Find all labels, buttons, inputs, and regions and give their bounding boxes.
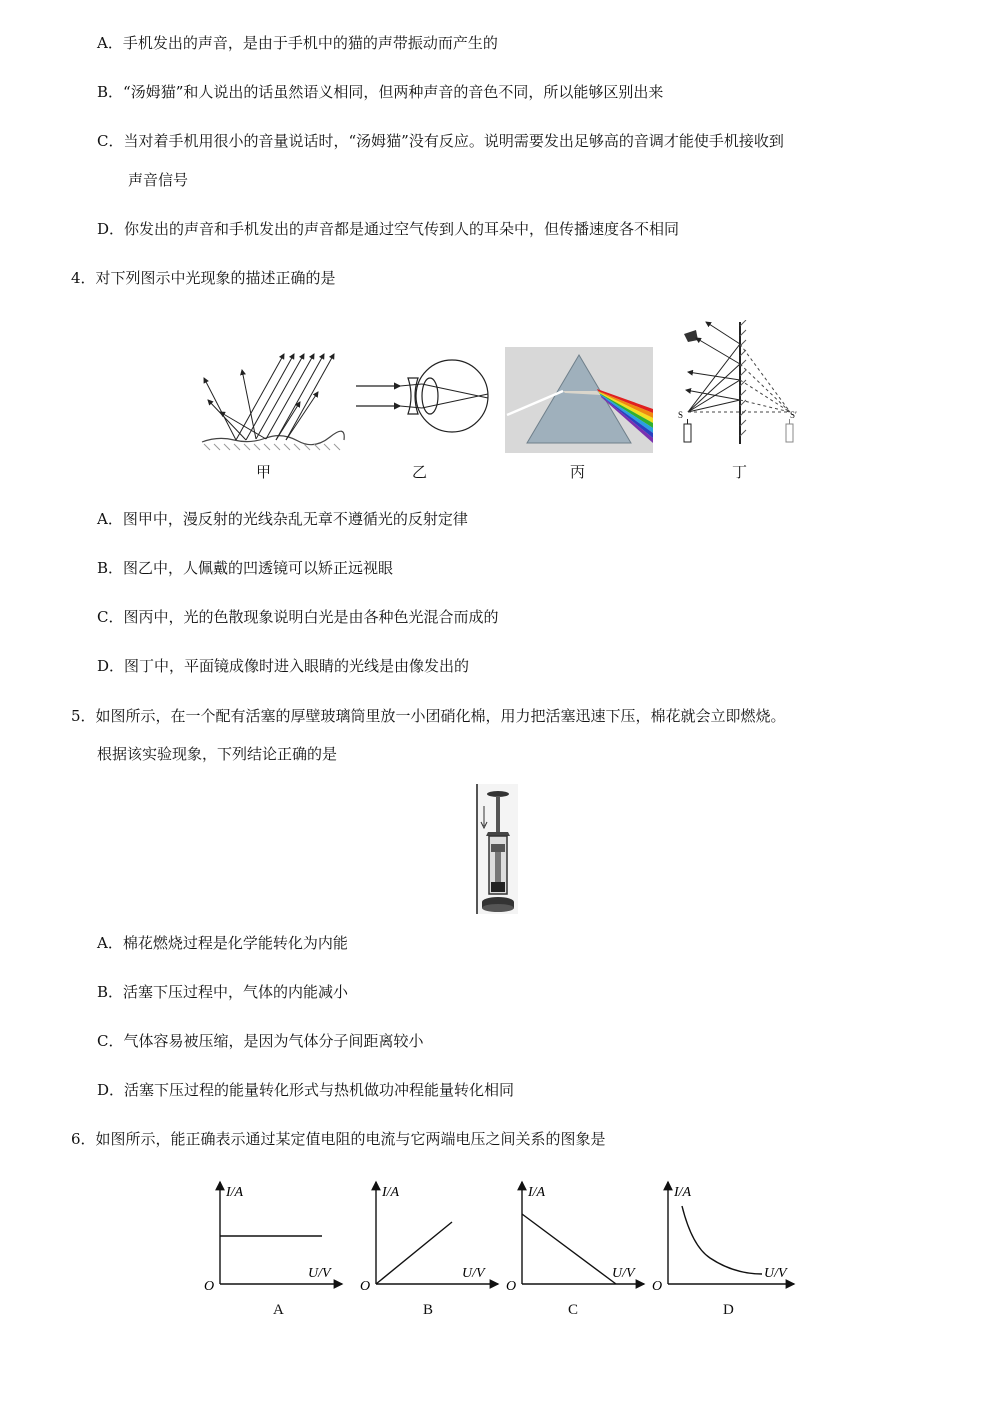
q5-option-b: B．活塞下压过程中，气体的内能减小: [97, 983, 349, 1001]
q5-stem-line1: 5．如图所示，在一个配有活塞的厚壁玻璃筒里放一小团硝化棉，用力把活塞迅速下压，棉花就会立即燃烧。: [71, 707, 786, 725]
diffuse-reflection-figure: [198, 348, 346, 452]
image-label: S′: [790, 410, 797, 420]
q5-option-c: C．气体容易被压缩，是因为气体分子间距离较小: [97, 1032, 424, 1050]
graph-letter-a: A: [273, 1302, 284, 1318]
x-axis-label-b: U/V: [462, 1266, 485, 1281]
q4-option-d: D．图丁中，平面镜成像时进入眼睛的光线是由像发出的: [97, 657, 470, 675]
graph-letter-c: C: [568, 1302, 579, 1318]
q3-option-d: D．你发出的声音和手机发出的声音都是通过空气传到人的耳朵中，但传播速度各不相同: [97, 220, 680, 238]
iu-graph-c: [502, 1176, 647, 1296]
y-axis-label-c: I/A: [528, 1185, 546, 1200]
q6-stem: 6．如图所示，能正确表示通过某定值电阻的电流与它两端电压之间关系的图象是: [71, 1130, 606, 1148]
iu-graph-a: [200, 1176, 345, 1296]
q5-stem-line2: 根据该实验现象，下列结论正确的是: [97, 745, 338, 763]
q3-option-c-cont: 声音信号: [128, 171, 189, 189]
q5-option-d: D．活塞下压过程的能量转化形式与热机做功冲程能量转化相同: [97, 1081, 515, 1099]
figure-caption-yi: 乙: [412, 463, 428, 481]
x-axis-label-d: U/V: [764, 1266, 787, 1281]
y-axis-label-d: I/A: [674, 1185, 692, 1200]
q3-option-b: B．“汤姆猫”和人说出的话虽然语义相同，但两种声音的音色不同，所以能够区别出来: [97, 83, 664, 101]
origin-label-d: O: [652, 1279, 663, 1294]
origin-label-c: O: [506, 1279, 517, 1294]
source-label: S: [678, 410, 684, 420]
y-axis-label-a: I/A: [226, 1185, 244, 1200]
graph-letter-b: B: [423, 1302, 434, 1318]
q3-option-a: A．手机发出的声音，是由于手机中的猫的声带振动而产生的: [97, 34, 498, 52]
iu-graph-b: [356, 1176, 501, 1296]
q5-option-a: A．棉花燃烧过程是化学能转化为内能: [97, 934, 348, 952]
q4-option-c: C．图丙中，光的色散现象说明白光是由各种色光混合而成的: [97, 608, 499, 626]
q4-option-a: A．图甲中，漫反射的光线杂乱无章不遵循光的反射定律: [97, 510, 468, 528]
iu-graph-d: [648, 1176, 798, 1296]
prism-dispersion-figure: [505, 347, 653, 453]
plane-mirror-figure: [676, 320, 808, 446]
origin-label-b: O: [360, 1279, 371, 1294]
graph-letter-d: D: [723, 1302, 734, 1318]
piston-cylinder-figure: [476, 784, 518, 914]
x-axis-label-c: U/V: [612, 1266, 635, 1281]
x-axis-label-a: U/V: [308, 1266, 331, 1281]
eye-lens-figure: [352, 356, 492, 436]
q3-option-c: C．当对着手机用很小的音量说话时，“汤姆猫”没有反应。说明需要发出足够高的音调才能使手机接收到: [97, 132, 784, 150]
figure-caption-ding: 丁: [732, 463, 748, 481]
y-axis-label-b: I/A: [382, 1185, 400, 1200]
figure-caption-bing: 丙: [570, 463, 586, 481]
q4-option-b: B．图乙中，人佩戴的凹透镜可以矫正远视眼: [97, 559, 394, 577]
figure-caption-jia: 甲: [256, 463, 272, 481]
origin-label-a: O: [204, 1279, 215, 1294]
q4-stem: 4．对下列图示中光现象的描述正确的是: [71, 269, 336, 287]
